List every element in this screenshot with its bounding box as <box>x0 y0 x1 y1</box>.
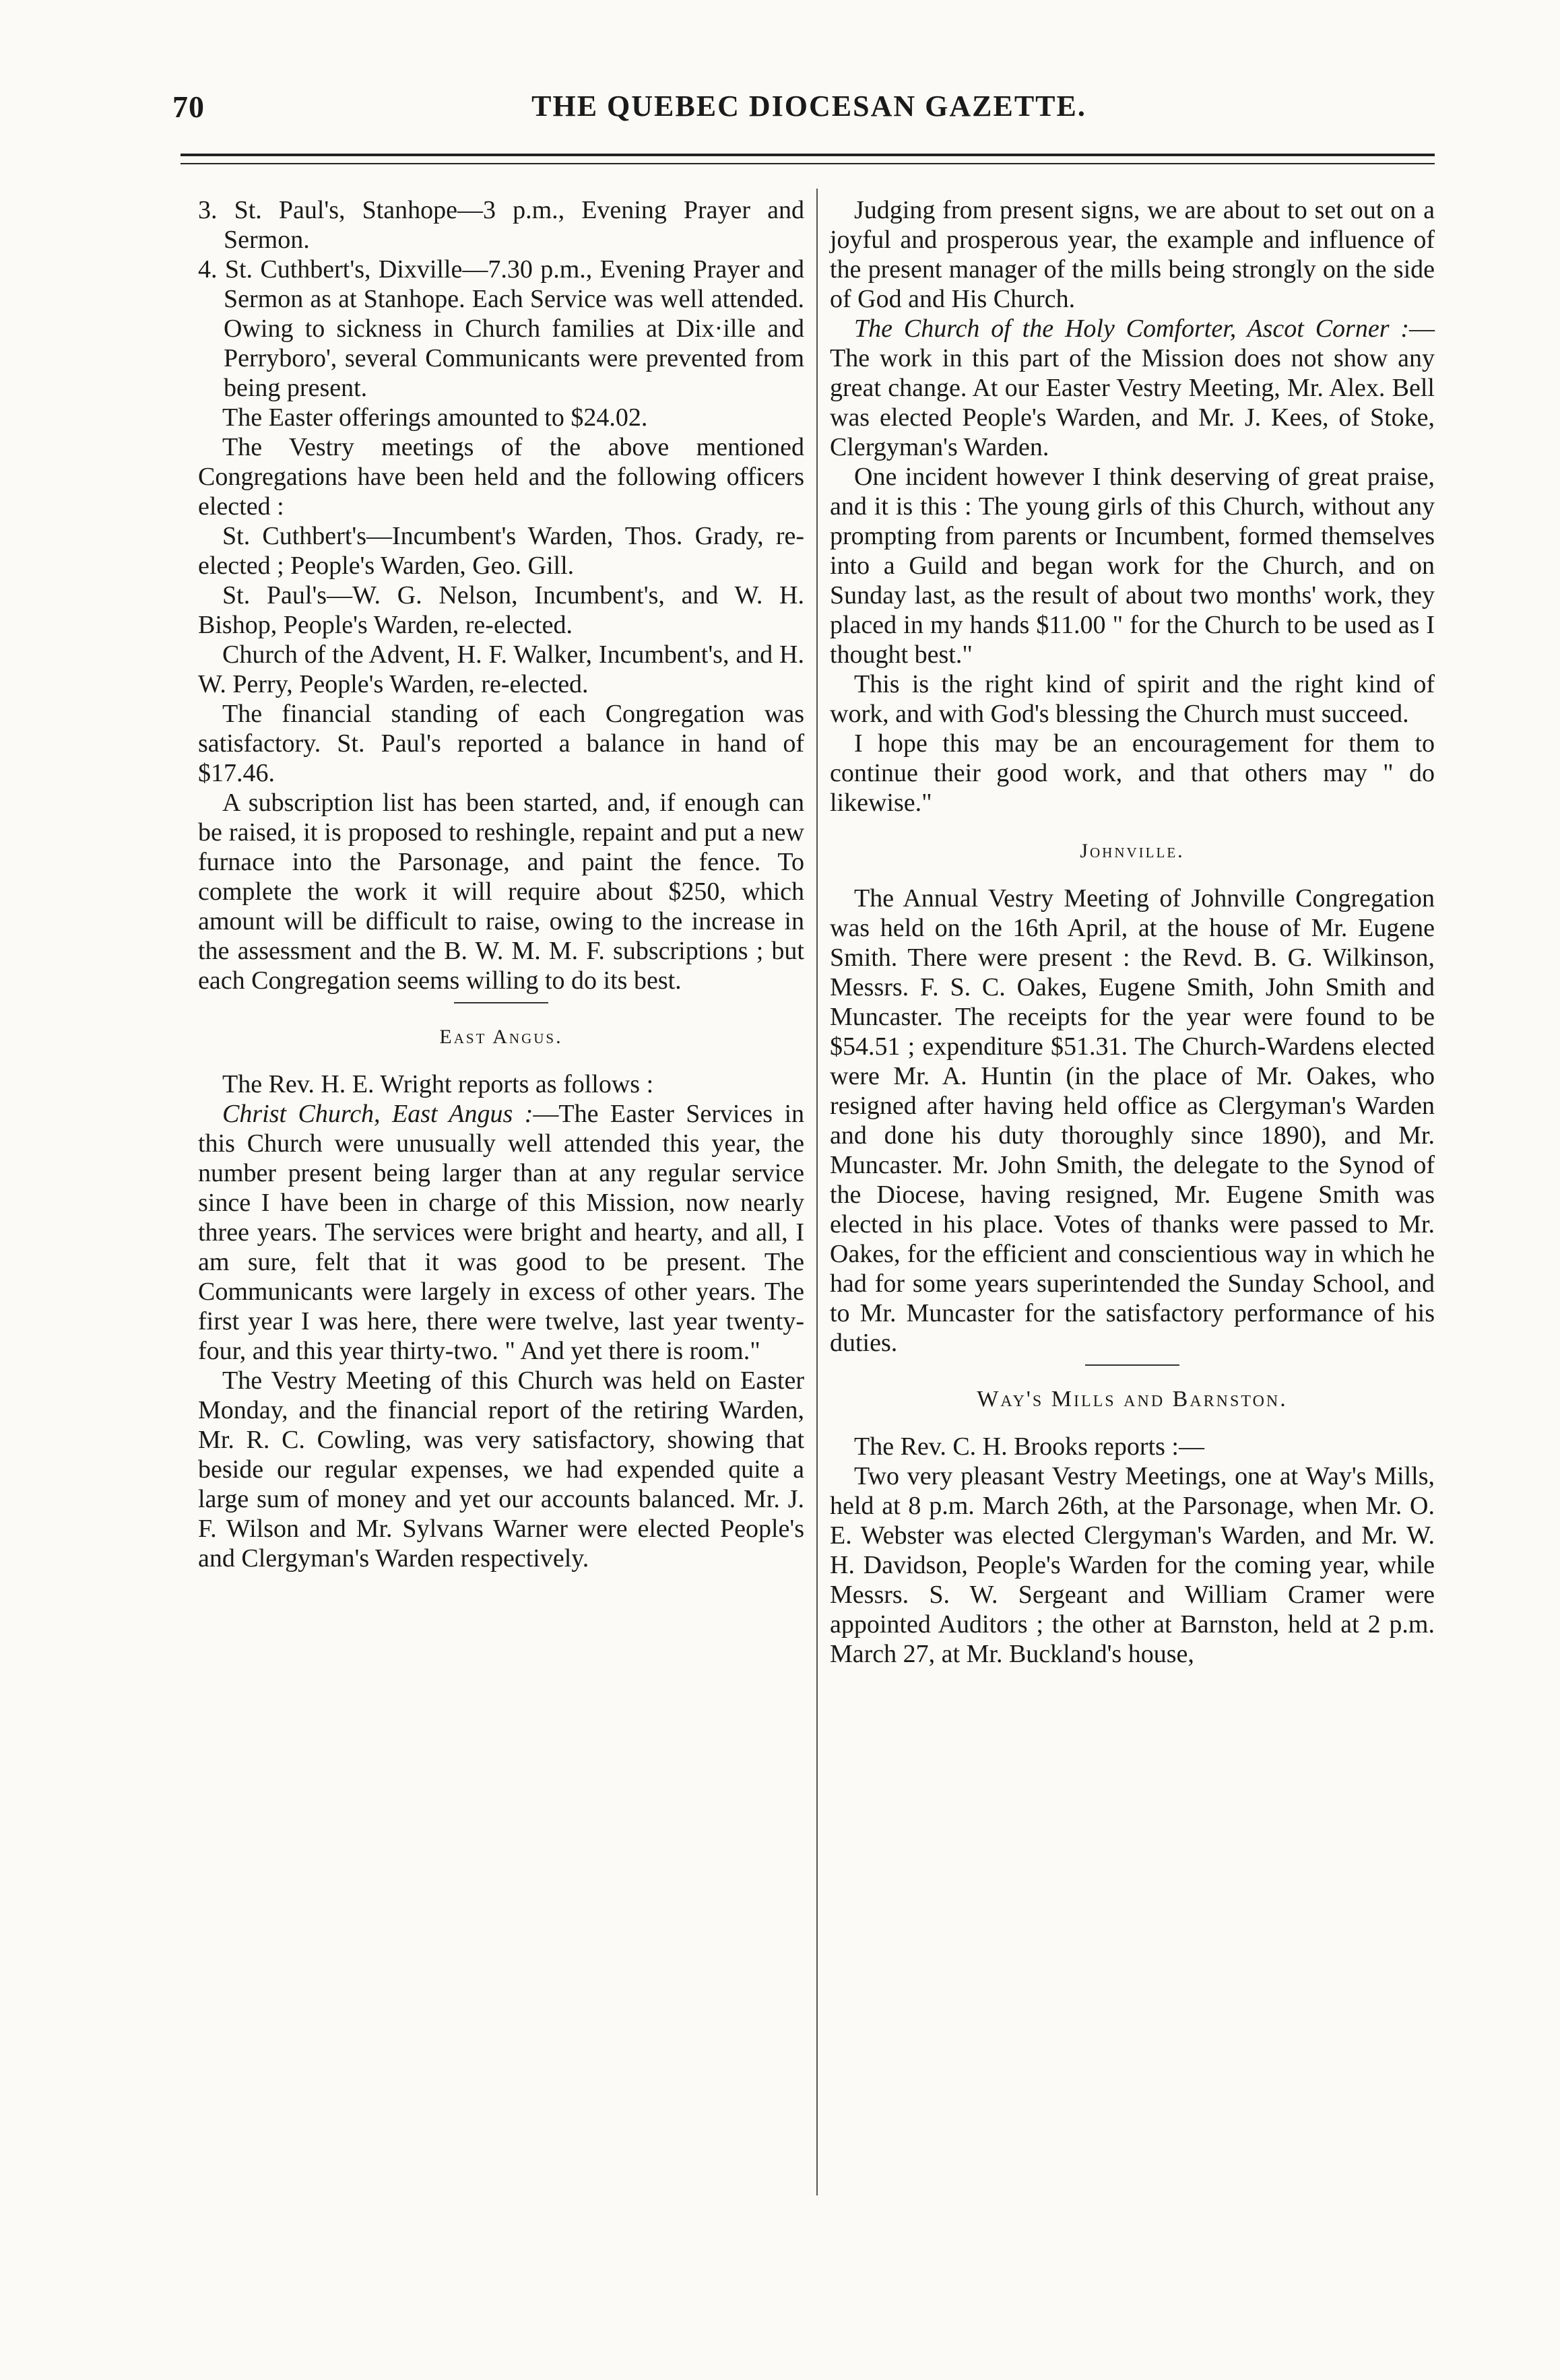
church-name: The Church of the Holy Comforter, Ascot Corner : <box>854 315 1409 343</box>
section-heading-johnville: Johnville. <box>1080 840 1185 862</box>
paragraph: Judging from present signs, we are about to set out on a joyful and prosperous year, the example and influence of the present manager of the mills being strongly on the side of God and His Church. <box>830 196 1435 313</box>
section-rule <box>454 1002 548 1003</box>
section-heading-east-angus: East Angus. <box>439 1026 563 1048</box>
section-rule <box>1085 1364 1179 1366</box>
page-number: 70 <box>172 90 205 124</box>
paragraph: The Vestry meetings of the above mentioned Congregations have been held and the following officers elected : <box>198 433 804 521</box>
paragraph: The Easter offerings amounted to $24.02. <box>222 403 648 432</box>
paragraph-text: —The work in this part of the Mission does not show any great change. At our Easter Vestry Meeting, Mr. Alex. Bell was elected People's Warden, and Mr. J. Kees, of Stoke, Clergyman's Warden. <box>830 315 1435 461</box>
left-column <box>198 195 804 1573</box>
page-header <box>172 89 1445 132</box>
paragraph: The financial standing of each Congregation was satisfactory. St. Paul's reported a balance in hand of $17.46. <box>198 700 804 787</box>
paragraph: The Rev. C. H. Brooks reports :— <box>854 1432 1204 1461</box>
service-item: 3. St. Paul's, Stanhope—3 p.m., Evening Prayer and Sermon. <box>198 196 804 254</box>
column-divider <box>816 189 818 2195</box>
paragraph <box>830 314 1435 462</box>
paragraph: The Rev. H. E. Wright reports as follows : <box>222 1070 654 1098</box>
header-rule-thin <box>181 163 1435 164</box>
paragraph: The Annual Vestry Meeting of Johnville Congregation was held on the 16th April, at the house of Mr. Eugene Smith. There were present : the Revd. B. G. Wilkinson, Messrs. F. S. C. Oakes, Eugene Smith, John Smith and Muncaster. The receipts for the year were found to be $54.51 ; expenditure $51.31. The Church-Wardens elected were Mr. A. Huntin (in the place of Mr. Oakes, who resigned after having held office as Clergyman's Warden and done his duty thoroughly since 1890), and Mr. Muncaster. Mr. John Smith, the delegate to the Synod of the Diocese, having resigned, Mr. Eugene Smith was elected in his place. Votes of thanks were passed to Mr. Oakes, for the efficient and conscientious way in which he had for some years superintended the Sunday School, and to Mr. Muncaster for the satisfactory performance of his duties. <box>830 884 1435 1357</box>
paragraph: The Vestry Meeting of this Church was held on Easter Monday, and the financial report of the retiring Warden, Mr. R. C. Cowling, was very satisfactory, showing that beside our regular expenses, we had expended quite a large sum of money and yet our accounts balanced. Mr. J. F. Wilson and Mr. Sylvans Warner were elected People's and Clergyman's Warden respectively. <box>198 1366 804 1573</box>
paragraph <box>198 1099 804 1366</box>
church-name: Christ Church, East Angus : <box>222 1100 533 1128</box>
running-title: THE QUEBEC DIOCESAN GAZETTE. <box>531 90 1086 123</box>
service-item: 4. St. Cuthbert's, Dixville—7.30 p.m., Evening Prayer and Sermon as at Stanhope. Each Service was well attended. Owing to sickness in Church families at Dix·ille and Perryboro', several Communicants were prevented from being present. <box>198 255 804 402</box>
paragraph: St. Cuthbert's—Incumbent's Warden, Thos. Grady, re-elected ; People's Warden, Geo. Gill. <box>198 522 804 580</box>
paragraph: This is the right kind of spirit and the right kind of work, and with God's blessing the Church must succeed. <box>830 670 1435 728</box>
right-column <box>830 195 1435 1669</box>
paragraph: Two very pleasant Vestry Meetings, one at Way's Mills, held at 8 p.m. March 26th, at the Parsonage, when Mr. O. E. Webster was elected Clergyman's Warden, and Mr. W. H. Davidson, People's Warden for the coming year, while Messrs. S. W. Sergeant and William Cramer were appointed Auditors ; the other at Barnston, held at 2 p.m. March 27, at Mr. Buckland's house, <box>830 1462 1435 1668</box>
paragraph-text: —The Easter Services in this Church were unusually well attended this year, the number present being larger than at any regular service since I have been in charge of this Mission, now nearly three years. The services were bright and hearty, and all, I am sure, felt that it was good to be present. The Communicants were largely in excess of other years. The first year I was here, there were twelve, last year twenty-four, and this year thirty-two. " And yet there is room." <box>198 1100 805 1365</box>
paragraph: St. Paul's—W. G. Nelson, Incumbent's, and W. H. Bishop, People's Warden, re-elected. <box>198 581 804 639</box>
paragraph: One incident however I think deserving of great praise, and it is this : The young girls of this Church, without any prompting from parents or Incumbent, formed themselves into a Guild and began work for the Church, and on Sunday last, as the result of about two months' work, they placed in my hands $11.00 " for the Church to be used as I thought best." <box>830 463 1435 669</box>
paragraph: Church of the Advent, H. F. Walker, Incumbent's, and H. W. Perry, People's Warden, re-elected. <box>198 640 804 698</box>
paragraph: A subscription list has been started, and, if enough can be raised, it is proposed to reshingle, repaint and put a new furnace into the Parsonage, and paint the fence. To complete the work it will require about $250, which amount will be difficult to raise, owing to the increase in the assessment and the B. W. M. M. F. subscriptions ; but each Congregation seems willing to do its best. <box>198 789 804 995</box>
paragraph: I hope this may be an encouragement for them to continue their good work, and that others may " do likewise." <box>830 729 1435 817</box>
section-heading-ways-mills: Way's Mills and Barnston. <box>977 1387 1288 1412</box>
header-rule <box>181 154 1435 156</box>
